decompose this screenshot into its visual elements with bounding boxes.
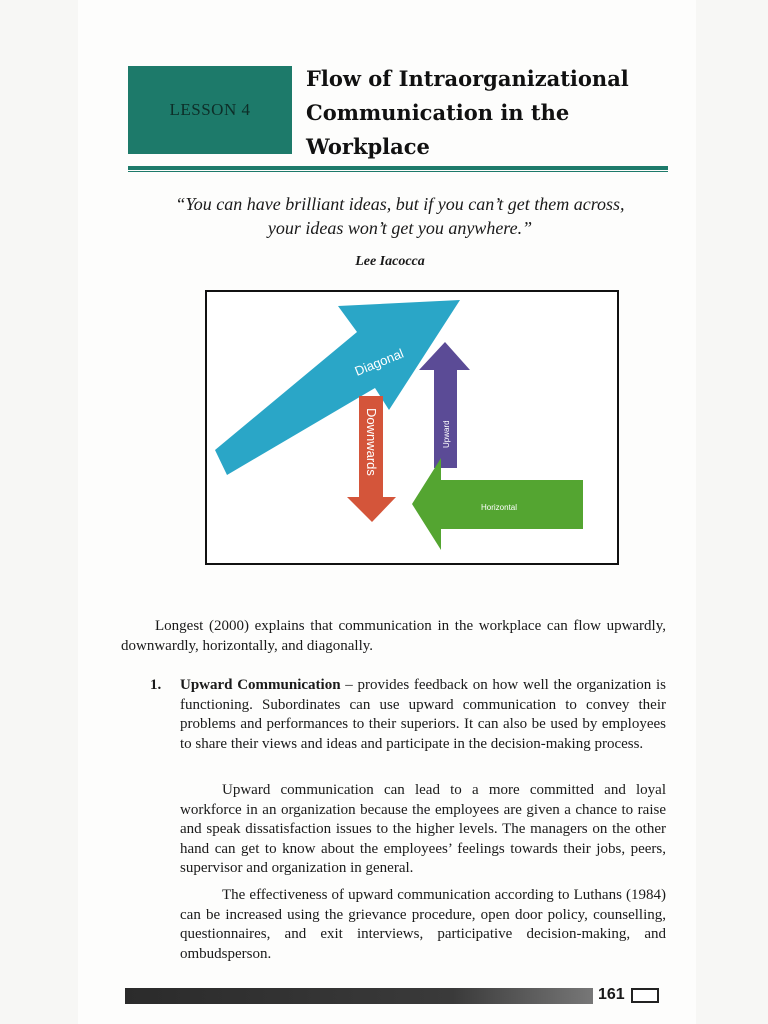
diagonal-label: Diagonal <box>352 345 406 379</box>
list-item-body <box>180 676 666 754</box>
communication-flow-figure <box>205 290 619 565</box>
title-rule-thin <box>128 171 668 172</box>
horizontal-label: Horizontal <box>481 503 518 512</box>
quote-line-1: “You can have brilliant ideas, but if you can’t get them across, <box>175 194 625 214</box>
title-line-3: Workplace <box>306 134 430 159</box>
list-item-text: – provides feedback on how well the organization is functioning. Subordinates can use upward communication to convey their problems and performances to their superiors. It can also be used by employees to share their views and ideas and participate in the decision-making process. <box>180 677 666 752</box>
title-line-1: Flow of Intraorganizational <box>306 66 629 91</box>
lesson-badge <box>128 66 292 154</box>
paragraph-upward-benefits: Upward communication can lead to a more committed and loyal workforce in an organization because the employees are given a chance to raise and speak dissatisfaction issues to the higher levels. The managers on the other hand can get to know about the employees’ feelings towards their jobs, peers, supervisor and organization in general. <box>180 782 666 876</box>
arrows-diagram <box>207 292 617 563</box>
title-line-2: Communication in the <box>306 100 570 125</box>
footer-box <box>631 988 659 1003</box>
paragraph-upward-effectiveness: The effectiveness of upward communication according to Luthans (1984) can be increased using the grievance procedure, open door policy, counselling, questionnaires, and exit interviews, participative decision-making, and ombudsperson. <box>180 887 666 962</box>
page-number: 161 <box>598 986 625 1003</box>
quote-line-2: your ideas won’t get you anywhere.” <box>267 218 533 238</box>
list-item-upward-communication <box>150 676 666 754</box>
upward-arrow <box>419 342 470 468</box>
footer-bar <box>125 988 593 1004</box>
lesson-label: LESSON 4 <box>169 100 251 119</box>
list-item-heading: Upward Communication <box>180 677 341 693</box>
upward-label: Upward <box>442 420 451 448</box>
epigraph-quote <box>165 192 635 240</box>
lesson-title <box>306 62 666 164</box>
intro-paragraph: Longest (2000) explains that communication in the workplace can flow upwardly, downwardly, horizontally, and diagonally. <box>121 618 666 654</box>
downwards-label: Downwards <box>364 408 379 476</box>
title-rule <box>128 166 668 170</box>
list-number: 1. <box>150 677 162 693</box>
diagonal-arrow <box>215 300 460 475</box>
quote-author: Lee Iacocca <box>355 254 425 269</box>
